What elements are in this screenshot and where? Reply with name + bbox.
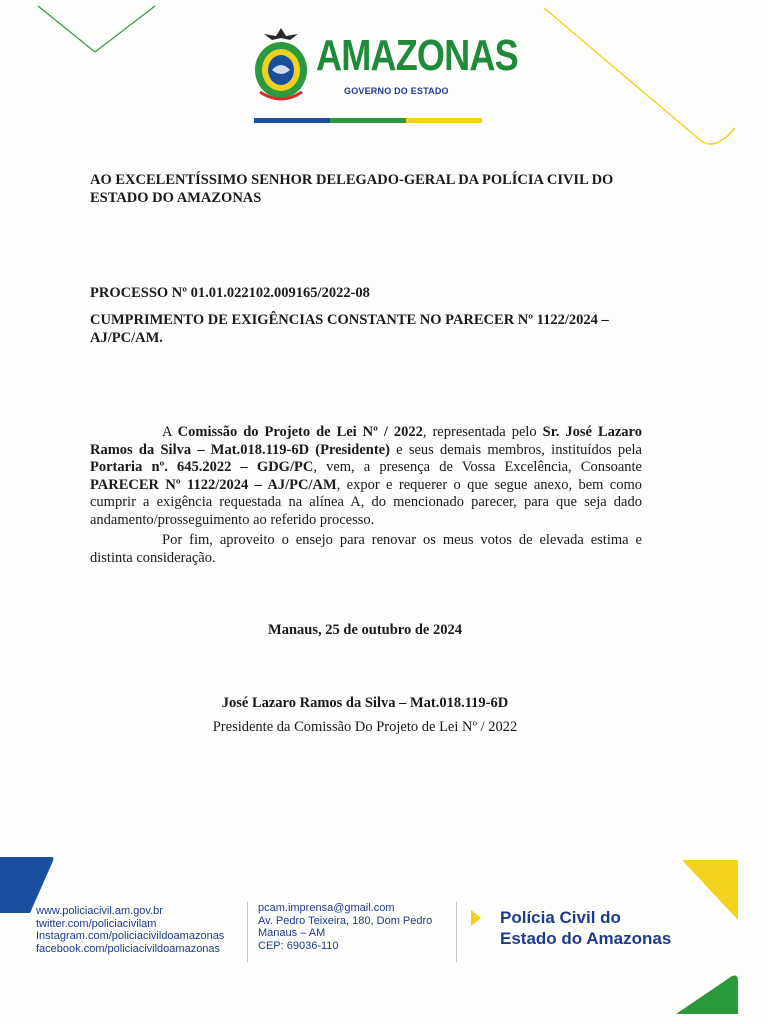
p1-text-g: , vem, a presença de Vossa Excelência, Consoante — [313, 459, 642, 475]
process-number: PROCESSO Nº 01.01.022102.009165/2022-08 — [90, 285, 370, 301]
footer-email[interactable]: pcam.imprensa@gmail.com — [258, 902, 395, 914]
subject-line: CUMPRIMENTO DE EXIGÊNCIAS CONSTANTE NO PARECER Nº 1122/2024 – AJ/PC/AM. — [90, 312, 609, 346]
footer-link-site[interactable]: www.policiacivil.am.gov.br — [36, 905, 163, 917]
p1-representative: Sr. José Lazaro Ramos da Silva – Mat.018.119-6D (Presidente) — [90, 424, 642, 458]
brand-name: AMAZONAS — [316, 31, 518, 80]
stripe-blue — [254, 118, 330, 123]
date-line: Manaus, 25 de outubro de 2024 — [268, 622, 462, 638]
p1-portaria: Portaria nº. 645.2022 – GDG/PC — [90, 459, 314, 475]
footer-divider-2 — [456, 902, 457, 962]
p1-text-i: , expor e requerer o que segue anexo, bem como cumprir a exigência requestada na alínea A, do mencionado parecer, para que seja dado andamento/prosseguimento ao referido processo. — [90, 476, 642, 528]
footer-org-line1: Polícia Civil do — [500, 908, 621, 927]
footer-arrow-icon — [471, 910, 483, 926]
footer-link-instagram[interactable]: Instagram.com/policiacivildoamazonas — [36, 930, 225, 942]
decorative-lines — [0, 0, 768, 200]
footer-divider-1 — [247, 902, 248, 962]
body-paragraph-2: Por fim, aproveito o ensejo para renovar os meus votos de elevada estima e distinta consideração. — [90, 532, 642, 566]
footer-link-facebook[interactable]: facebook.com/policiacivildoamazonas — [36, 942, 221, 955]
footer-address: Av. Pedro Teixeira, 180, Dom Pedro — [258, 914, 433, 927]
footer-city: Manaus – AM — [258, 927, 326, 939]
footer-yellow-shape — [680, 858, 740, 928]
footer-org-line2: Estado do Amazonas — [500, 929, 672, 948]
footer-green-shape — [676, 974, 742, 1016]
p1-text-a: A — [162, 424, 178, 440]
footer-org-name — [500, 907, 671, 949]
coat-of-arms-logo — [250, 26, 312, 106]
brand-subtitle: GOVERNO DO ESTADO — [344, 86, 449, 96]
footer-link-twitter[interactable]: twitter.com/policiacivilam — [36, 917, 157, 930]
footer-cep: CEP: 69036-110 — [258, 939, 339, 952]
stripe-yellow — [406, 118, 482, 123]
addressee: AO EXCELENTÍSSIMO SENHOR DELEGADO-GERAL DA POLÍCIA CIVIL DO ESTADO DO AMAZONAS — [90, 172, 614, 206]
footer-links — [36, 905, 224, 955]
body-paragraph-1 — [90, 424, 642, 529]
stripe-green — [330, 118, 406, 123]
p1-text-e: e seus demais membros, instituídos pela — [389, 441, 642, 458]
signatory-name: José Lazaro Ramos da Silva – Mat.018.119-6D — [221, 695, 509, 711]
footer-contact — [258, 902, 432, 952]
p1-commission: Comissão do Projeto de Lei Nº / 2022 — [177, 424, 423, 440]
p1-text-c: , representada pelo — [422, 424, 543, 440]
signatory-role: Presidente da Comissão Do Projeto de Lei Nº / 2022 — [212, 719, 518, 735]
p1-parecer: PARECER Nº 1122/2024 – AJ/PC/AM — [90, 476, 337, 493]
